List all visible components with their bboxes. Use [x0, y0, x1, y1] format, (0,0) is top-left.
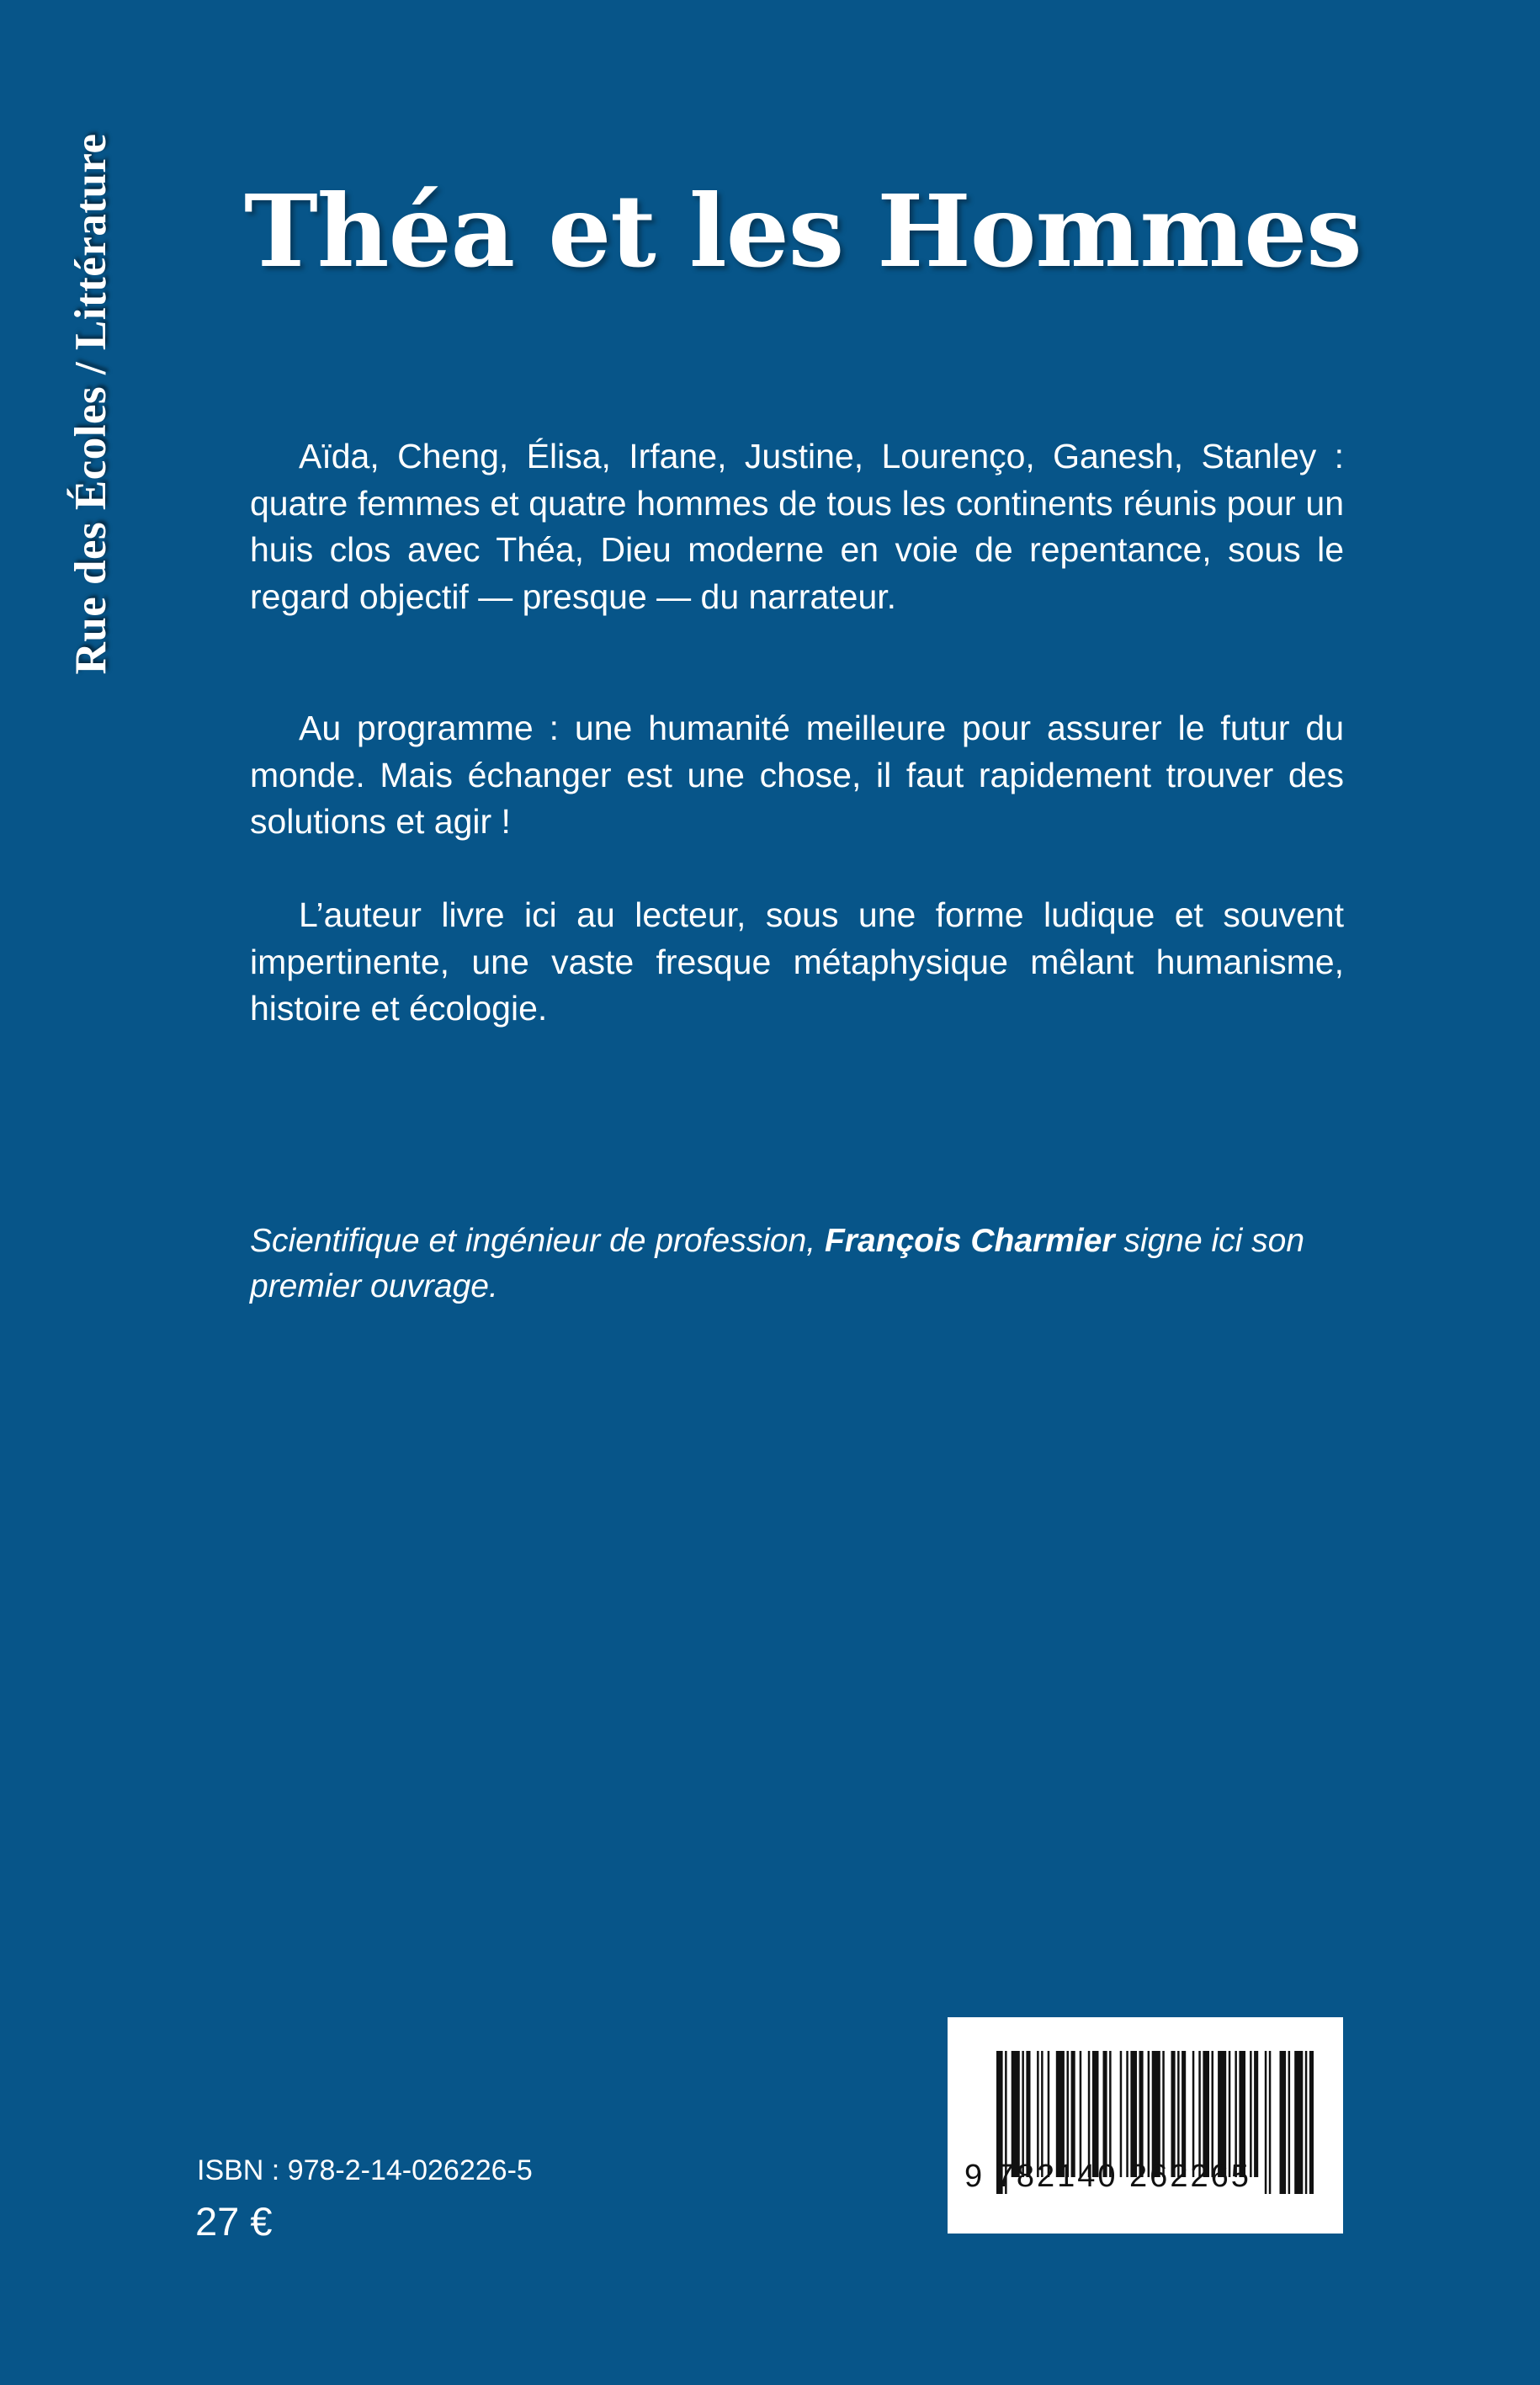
- author-bio: [250, 1219, 1344, 1309]
- summary-paragraph-2: Au programme : une humanité meilleure pour assurer le futur du monde. Mais échanger est une chose, il faut rapidement trouver des solutions et agir !: [250, 709, 1344, 841]
- author-bio-intro: Scientifique et ingénieur de profession,: [250, 1223, 825, 1259]
- barcode-bars: [948, 2017, 1343, 2234]
- price-label: 27 €: [195, 2199, 273, 2244]
- isbn-label: ISBN : 978-2-14-026226-5: [197, 2154, 533, 2186]
- series-label: Rue des Écoles / Littérature: [66, 133, 115, 675]
- summary-paragraph-1: Aïda, Cheng, Élisa, Irfane, Justine, Lourenço, Ganesh, Stanley : quatre femmes et quatre hommes de tous les continents réunis pour un huis clos avec Théa, Dieu moderne en voie de repentance, sous le regard objectif — presque — du narrateur.: [250, 437, 1344, 616]
- barcode: [948, 2017, 1343, 2234]
- author-bio-outro: signe ici son premier ouvrage.: [250, 1223, 1305, 1304]
- summary-paragraph-3: L’auteur livre ici au lecteur, sous une forme ludique et souvent impertinente, une vaste fresque métaphysique mêlant humanisme, histoire et écologie.: [250, 895, 1344, 1028]
- barcode-digits: 9 782140 262265: [964, 2159, 1251, 2194]
- author-name: François Charmier: [824, 1223, 1115, 1259]
- book-title: Théa et les Hommes: [244, 173, 1362, 289]
